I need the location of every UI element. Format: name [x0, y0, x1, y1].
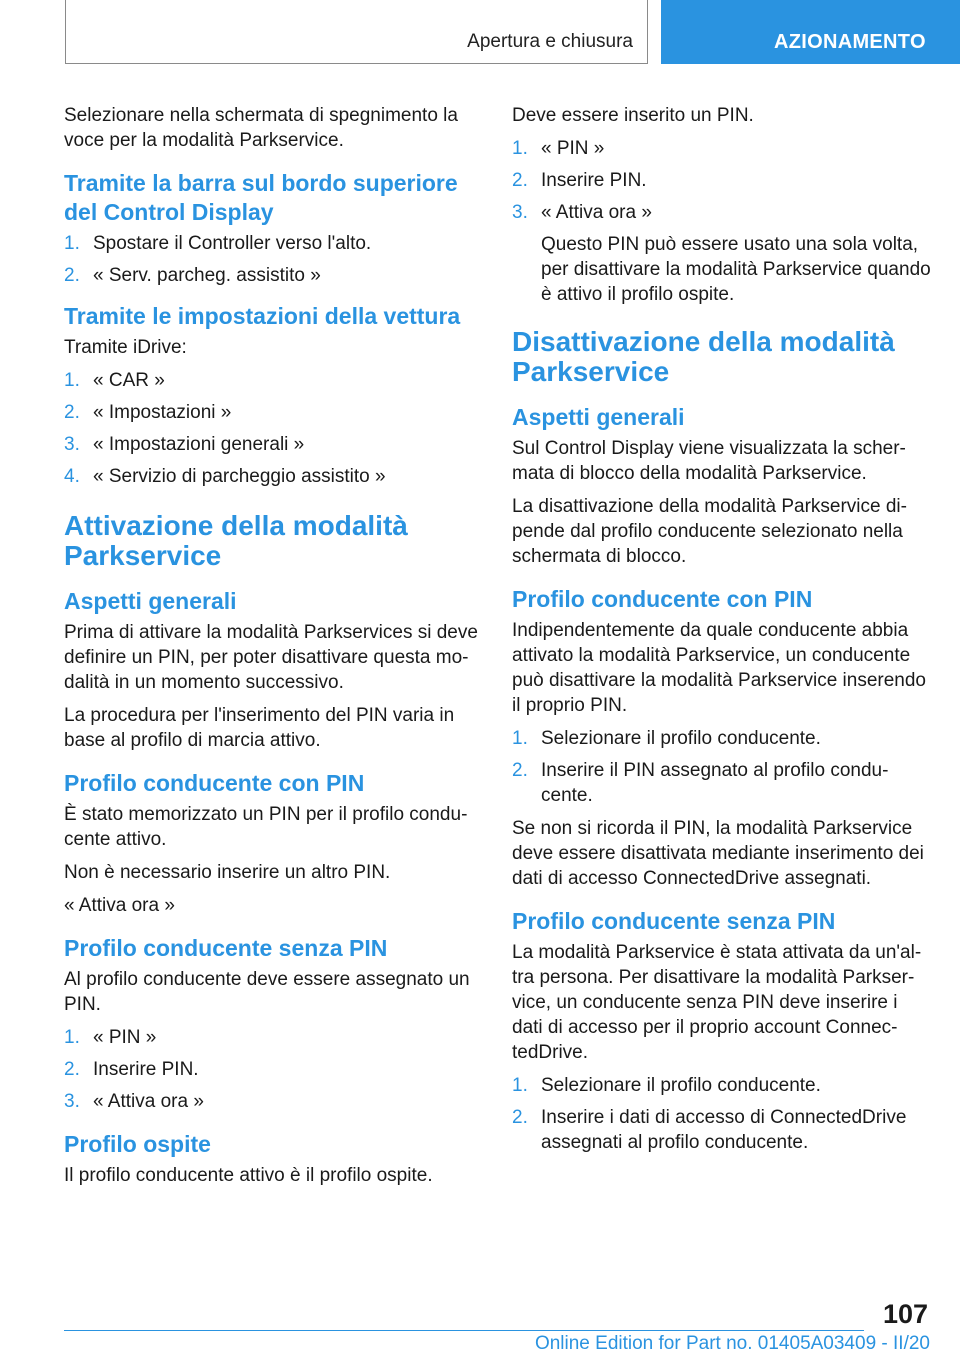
aspetti-paragraph-1: Prima di attivare la modalità Parkservices si deve definire un PIN, per poter disattivare questa mo‐ dalità in un momento successivo. [64, 622, 478, 693]
step-text: Inserire il PIN assegnato al profilo condu‐ cente. [541, 760, 889, 806]
heading-aspetti-generali-right: Aspetti generali [512, 404, 685, 430]
step-number: 1. [512, 1075, 528, 1096]
section-tab [661, 0, 960, 64]
step-text: Selezionare il profilo conducente. [541, 1075, 821, 1096]
step-number: 2. [64, 265, 80, 286]
footer-divider [64, 1330, 864, 1331]
step-note: Questo PIN può essere usato una sola volta, per disattivare la modalità Parkservice quando è attivo il profilo ospite. [541, 234, 931, 305]
step-number: 1. [64, 370, 80, 391]
step-text: Inserire PIN. [93, 1059, 199, 1080]
list-item [64, 1057, 484, 1082]
heading-barra: Tramite la barra sul bordo superiore del Control Display [64, 170, 458, 225]
left-column [64, 103, 484, 1196]
step-text: « Attiva ora » [541, 202, 652, 223]
step-text: « CAR » [93, 370, 165, 391]
step-text: « Impostazioni generali » [93, 434, 305, 455]
heading-impostazioni: Tramite le impostazioni della vettura [64, 303, 461, 329]
con-pin-paragraph-1: È stato memorizzato un PIN per il profilo condu‐ cente attivo. [64, 804, 468, 850]
step-text: « PIN » [93, 1027, 157, 1048]
right-aspetti-paragraph-2: La disattivazione della modalità Parkservice di‐ pende dal profilo conducente selezionato nella schermata di blocco. [512, 496, 907, 567]
list-item [64, 432, 484, 457]
heading-senza-pin: Profilo conducente senza PIN [64, 935, 388, 961]
heading-ospite: Profilo ospite [64, 1131, 211, 1157]
section-title: AZIONAMENTO [774, 31, 926, 53]
barra-steps [64, 231, 484, 288]
ospite-paragraph: Il profilo conducente attivo è il profilo ospite. [64, 1165, 433, 1186]
list-item [512, 200, 932, 307]
list-item [512, 1105, 932, 1155]
list-item [64, 1025, 484, 1050]
page-number: 107 [882, 1299, 928, 1329]
step-number: 3. [64, 434, 80, 455]
heading-con-pin-right: Profilo conducente con PIN [512, 586, 813, 612]
right-senza-pin-paragraph: La modalità Parkservice è stata attivata da un'al‐ tra persona. Per disattivare la modalità Parkser‐ vice, un conducente senza PIN deve inserire i dati di accesso per il proprio account Connec‐ tedDrive. [512, 942, 922, 1063]
list-item [64, 464, 484, 489]
step-number: 1. [512, 138, 528, 159]
step-number: 3. [512, 202, 528, 223]
con-pin-paragraph-3: « Attiva ora » [64, 895, 175, 916]
con-pin-paragraph-2: Non è necessario inserire un altro PIN. [64, 862, 391, 883]
ospite-steps [512, 136, 932, 307]
senza-pin-steps [64, 1025, 484, 1114]
list-item [512, 1073, 932, 1098]
step-number: 1. [512, 728, 528, 749]
heading-aspetti-generali: Aspetti generali [64, 588, 237, 614]
right-aspetti-paragraph-1: Sul Control Display viene visualizzata la scher‐ mata di blocco della modalità Parkservice. [512, 438, 906, 484]
step-number: 2. [64, 1059, 80, 1080]
step-text: Inserire PIN. [541, 170, 647, 191]
heading-con-pin: Profilo conducente con PIN [64, 770, 365, 796]
step-number: 4. [64, 466, 80, 487]
step-number: 2. [512, 170, 528, 191]
right-intro: Deve essere inserito un PIN. [512, 105, 754, 126]
list-item [64, 263, 484, 288]
right-con-pin-paragraph-2: Se non si ricorda il PIN, la modalità Parkservice deve essere disattivata mediante inserimento dei dati di accesso ConnectedDrive assegnati. [512, 818, 924, 889]
list-item [512, 758, 932, 808]
list-item [64, 400, 484, 425]
step-number: 2. [64, 402, 80, 423]
list-item [64, 1089, 484, 1114]
step-text: « Servizio di parcheggio assistito » [93, 466, 386, 487]
con-pin-steps [512, 726, 932, 808]
list-item [512, 168, 932, 193]
list-item [512, 726, 932, 751]
step-text: « Impostazioni » [93, 402, 232, 423]
list-item [512, 136, 932, 161]
right-con-pin-paragraph-1: Indipendentemente da quale conducente abbia attivato la modalità Parkservice, un conducente può disattivare la modalità Parkservice inserendo il proprio PIN. [512, 620, 926, 716]
step-text: « PIN » [541, 138, 605, 159]
list-item [64, 368, 484, 393]
right-senza-pin-steps [512, 1073, 932, 1155]
impostazioni-steps [64, 368, 484, 489]
intro-paragraph: Selezionare nella schermata di spegnimento la voce per la modalità Parkservice. [64, 105, 458, 151]
heading-attivazione: Attivazione della modalità Parkservice [64, 510, 408, 571]
aspetti-paragraph-2: La procedura per l'inserimento del PIN varia in base al profilo di marcia attivo. [64, 705, 455, 751]
step-number: 3. [64, 1091, 80, 1112]
step-number: 2. [512, 760, 528, 781]
heading-disattivazione: Disattivazione della modalità Parkservice [512, 326, 895, 387]
idrive-label: Tramite iDrive: [64, 337, 187, 358]
step-text: Selezionare il profilo conducente. [541, 728, 821, 749]
step-number: 2. [512, 1107, 528, 1128]
chapter-tab [65, 0, 648, 64]
senza-pin-paragraph: Al profilo conducente deve essere assegnato un PIN. [64, 969, 470, 1015]
step-number: 1. [64, 233, 80, 254]
heading-senza-pin-right: Profilo conducente senza PIN [512, 908, 836, 934]
step-text: Spostare il Controller verso l'alto. [93, 233, 372, 254]
right-column [512, 103, 932, 1163]
step-number: 1. [64, 1027, 80, 1048]
step-text: Inserire i dati di accesso di ConnectedDrive assegnati al profilo conducente. [541, 1107, 907, 1153]
edition-footer: Online Edition for Part no. 01405A03409 - II/20 [534, 1333, 930, 1354]
chapter-title: Apertura e chiusura [467, 31, 633, 52]
step-text: « Attiva ora » [93, 1091, 204, 1112]
step-text: « Serv. parcheg. assistito » [93, 265, 321, 286]
list-item [64, 231, 484, 256]
